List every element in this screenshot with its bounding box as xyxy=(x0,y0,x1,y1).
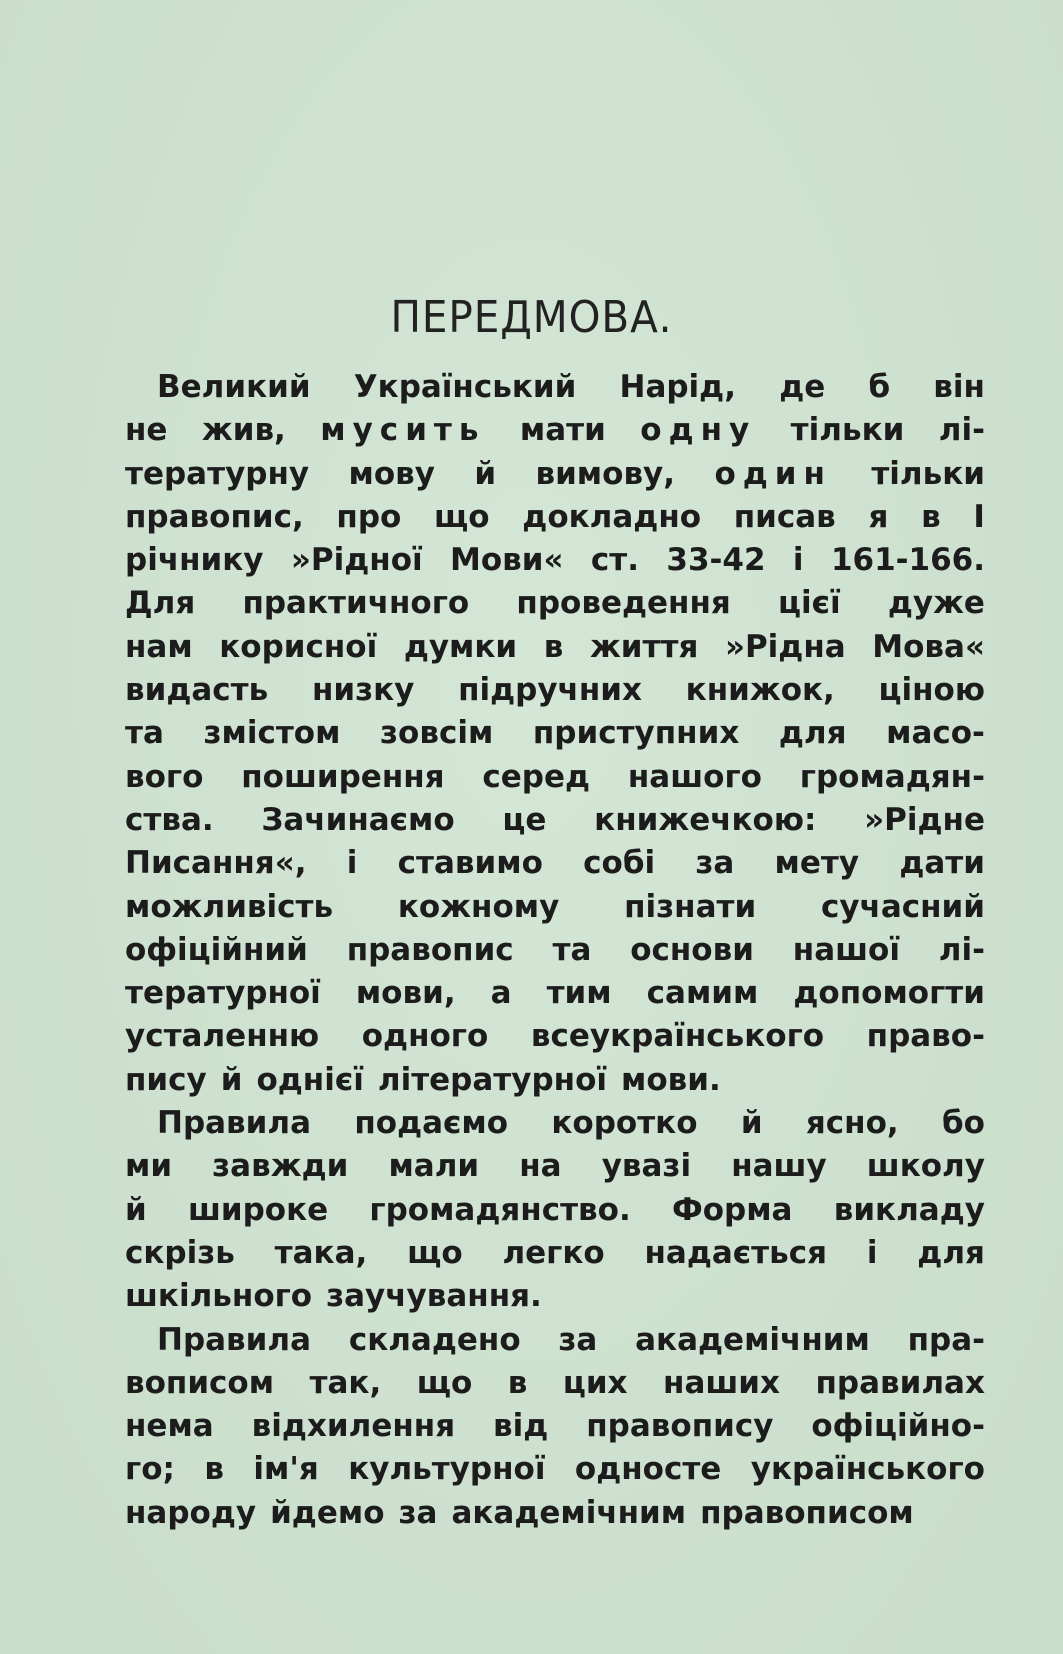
word: в xyxy=(921,498,941,535)
word: самим xyxy=(646,975,759,1012)
text-line xyxy=(125,842,985,885)
word: Для xyxy=(125,585,196,622)
word: заучування. xyxy=(326,1278,542,1315)
text-line xyxy=(125,582,985,625)
word: про xyxy=(336,498,402,535)
word: це xyxy=(502,801,547,838)
word: ставимо xyxy=(397,845,543,882)
word: надається xyxy=(644,1234,828,1271)
text-line xyxy=(125,1145,985,1188)
word: книжок, xyxy=(685,672,835,709)
word: нам xyxy=(125,628,193,665)
word: видасть xyxy=(125,672,269,709)
word: мали xyxy=(388,1148,480,1185)
word: і xyxy=(866,1234,878,1271)
word: що xyxy=(416,1364,473,1401)
word: українського xyxy=(750,1451,985,1488)
word: писав xyxy=(733,498,836,535)
word: так, xyxy=(309,1364,382,1401)
text-line xyxy=(125,1319,985,1362)
word: практичного xyxy=(242,585,470,622)
word: й xyxy=(125,1191,147,1228)
text-line xyxy=(125,1362,985,1405)
word: тературної xyxy=(125,975,321,1012)
word: поширення xyxy=(241,758,445,795)
word: громадян- xyxy=(799,758,985,795)
word: й xyxy=(220,1061,243,1098)
text-line xyxy=(125,1189,985,1232)
word: одного xyxy=(361,1018,489,1055)
word: складено xyxy=(348,1321,521,1358)
word: можливість xyxy=(125,888,334,925)
text-line xyxy=(125,886,985,929)
word: широке xyxy=(187,1191,329,1228)
word: кожному xyxy=(397,888,560,925)
text-line xyxy=(125,669,985,712)
word: Форма xyxy=(671,1191,793,1228)
text-line xyxy=(125,799,985,842)
word: усталенню xyxy=(125,1018,320,1055)
text-line xyxy=(125,1405,985,1448)
text-line xyxy=(125,626,985,669)
word: серед xyxy=(482,758,591,795)
word: мову xyxy=(348,455,435,492)
word: за xyxy=(695,845,735,882)
word: основи xyxy=(630,931,754,968)
word: і xyxy=(346,845,358,882)
word: приступних xyxy=(532,715,740,752)
word: життя xyxy=(589,628,699,665)
word: нашого xyxy=(627,758,762,795)
word: в xyxy=(543,628,564,665)
word: проведення xyxy=(516,585,731,622)
word: всеукраїнського xyxy=(530,1018,825,1055)
text-line xyxy=(125,1232,985,1275)
word: громадянство. xyxy=(369,1191,631,1228)
word: академічним xyxy=(451,1494,687,1531)
word: »Рідна xyxy=(724,628,846,665)
word: Український xyxy=(353,369,577,405)
word: вимову, xyxy=(535,455,676,492)
word: на xyxy=(519,1148,562,1185)
word: мови, xyxy=(355,975,456,1012)
word: дуже xyxy=(887,585,985,622)
word: собі xyxy=(583,845,656,882)
word: за xyxy=(398,1494,438,1531)
word: для xyxy=(778,715,847,752)
word: правопису xyxy=(586,1408,774,1445)
word: академічним xyxy=(635,1321,870,1358)
word: Великий xyxy=(157,369,311,405)
word: пізнати xyxy=(624,888,757,925)
word: низку xyxy=(311,672,415,709)
word: Зачинаємо xyxy=(261,801,455,838)
word: нема xyxy=(125,1408,214,1445)
word: правописом xyxy=(700,1494,914,1531)
word: коротко xyxy=(551,1105,698,1142)
word: цих xyxy=(562,1364,628,1401)
word: »Рідної xyxy=(290,542,423,579)
word: го; xyxy=(125,1451,175,1488)
word: ясно, xyxy=(805,1105,899,1142)
word: I xyxy=(973,498,985,535)
word: Мова« xyxy=(872,628,985,665)
word: для xyxy=(917,1234,985,1271)
word: я xyxy=(868,498,889,535)
word: народу xyxy=(125,1494,257,1531)
word: мусить xyxy=(320,412,486,449)
text-line xyxy=(125,453,985,496)
text-line xyxy=(125,496,985,539)
word: й xyxy=(740,1105,763,1142)
word: школу xyxy=(866,1148,985,1185)
word: Мови« xyxy=(450,542,564,579)
word: правопис, xyxy=(125,498,304,535)
word: пра- xyxy=(907,1321,985,1358)
word: в xyxy=(507,1364,528,1401)
word: пису xyxy=(125,1061,207,1098)
word: 33-42 xyxy=(666,542,766,579)
word: мету xyxy=(774,845,860,882)
word: підручних xyxy=(458,672,642,709)
word: корисної xyxy=(219,628,378,665)
word: зовсім xyxy=(380,715,494,752)
word: тільки xyxy=(871,455,985,492)
word: й xyxy=(474,455,497,492)
page-title: ПЕРЕДМОВА. xyxy=(390,292,673,343)
word: ства. xyxy=(125,801,214,838)
word: вописом xyxy=(125,1364,275,1401)
word: Правила xyxy=(157,1105,312,1142)
word: нашу xyxy=(731,1148,827,1185)
text-line xyxy=(125,539,985,582)
word: шкільного xyxy=(125,1278,313,1315)
word: за xyxy=(558,1321,598,1358)
word: увазі xyxy=(601,1148,692,1185)
word: один xyxy=(714,455,832,492)
text-line xyxy=(125,1102,985,1145)
word: відхилення xyxy=(251,1408,456,1445)
text-line xyxy=(125,1448,985,1491)
word: сучасний xyxy=(820,888,985,925)
word: Правила xyxy=(157,1321,312,1358)
word: тературну xyxy=(125,455,310,492)
word: легко xyxy=(502,1234,605,1271)
text-line xyxy=(125,1492,985,1535)
word: подаємо xyxy=(354,1105,509,1142)
word: правилах xyxy=(815,1364,985,1401)
word: офіційний xyxy=(125,931,308,968)
word: думки xyxy=(403,628,518,665)
text-line xyxy=(125,1015,985,1058)
word: та xyxy=(552,931,592,968)
word: нашої xyxy=(792,931,900,968)
word: а xyxy=(490,975,512,1012)
word: масо- xyxy=(886,715,985,752)
word: наших xyxy=(663,1364,781,1401)
word: ціною xyxy=(878,672,985,709)
word: де xyxy=(779,369,826,405)
word: книжечкою: xyxy=(594,801,817,838)
text-line xyxy=(125,712,985,755)
word: докладно xyxy=(522,498,702,535)
word: правопис xyxy=(346,931,514,968)
text-line xyxy=(125,409,985,452)
word: Нарід, xyxy=(619,369,736,405)
word: йдемо xyxy=(270,1494,385,1531)
word: така, xyxy=(274,1234,368,1271)
word: дати xyxy=(899,845,985,882)
word: ми xyxy=(125,1148,173,1185)
word: що xyxy=(434,498,490,535)
word: лі- xyxy=(938,931,985,968)
text-line xyxy=(125,972,985,1015)
word: цієї xyxy=(778,585,841,622)
word: річнику xyxy=(125,542,264,579)
word: Писання«, xyxy=(125,845,307,882)
text-line xyxy=(125,929,985,972)
word: він xyxy=(933,369,985,405)
word: допомогти xyxy=(793,975,985,1012)
word: однієї xyxy=(256,1061,364,1098)
word: ст. xyxy=(590,542,640,579)
text-line xyxy=(125,1275,985,1318)
word: бо xyxy=(942,1105,985,1142)
word: лі- xyxy=(938,412,985,449)
word: б xyxy=(868,369,891,405)
word: тим xyxy=(546,975,612,1012)
word: скрізь xyxy=(125,1234,235,1271)
text-line xyxy=(125,1059,985,1102)
word: викладу xyxy=(833,1191,985,1228)
word: в xyxy=(204,1451,224,1488)
word: »Рідне xyxy=(864,801,985,838)
word: не xyxy=(125,412,168,449)
word: культурної xyxy=(348,1451,546,1488)
word: завжди xyxy=(212,1148,349,1185)
word: 161-166. xyxy=(830,542,985,579)
text-line xyxy=(125,756,985,799)
word: змістом xyxy=(203,715,341,752)
word: від xyxy=(493,1408,549,1445)
word: що xyxy=(407,1234,463,1271)
word: вого xyxy=(125,758,204,795)
word: офіційно- xyxy=(811,1408,985,1445)
word: і xyxy=(792,542,804,579)
word: тільки xyxy=(790,412,905,449)
word: одну xyxy=(640,412,757,449)
word: літературної xyxy=(377,1061,607,1098)
word: мови. xyxy=(621,1061,721,1098)
word: мати xyxy=(519,412,606,449)
word: жив, xyxy=(201,412,286,449)
text-line xyxy=(125,366,985,409)
preface-text xyxy=(125,366,985,1535)
word: ім'я xyxy=(253,1451,319,1488)
word: односте xyxy=(574,1451,722,1488)
word: право- xyxy=(866,1018,985,1055)
word: та xyxy=(125,715,164,752)
